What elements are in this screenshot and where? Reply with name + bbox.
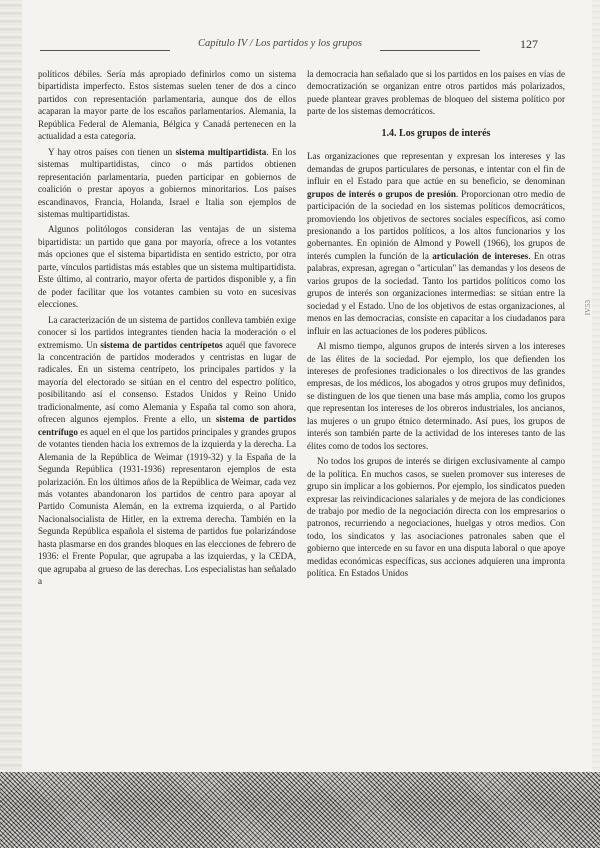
- paragraph: [307, 455, 565, 580]
- left-column: [38, 68, 296, 591]
- running-head: Capítulo IV / Los partidos y los grupos: [197, 38, 363, 49]
- paragraph-text: . En los sistemas multipartidistas, cinco o más partidos obtienen representación parlamentaria, pueden participar en gobiernos de coalición o prestar apoyos a gobiernos minoritarios. Los países escandinavos, Francia, Holanda, Israel e Italia son ejemplos de sistemas multipartidistas.: [38, 146, 296, 219]
- paragraph: [38, 223, 296, 310]
- page-number: 127: [520, 37, 538, 51]
- key-term: articulación de intereses: [432, 250, 529, 261]
- paragraph-text: es aquel en el que los partidos principales y grandes grupos de votantes tienden hacia los extremos de la izquierda y la derecha. La Alemania de la República de Weimar (1919-32) y la España de la Segunda República (1931-1936) representaron ejemplos de esta polarización. En los últimos años de la República de Weimar, cada vez más votantes abandonaron los partidos de centro para apoyar al Partido Comunista Alemán, en la extrema izquierda, o al Partido Nacionalsocialista de Hitler, en la extrema derecha. También en la Segunda República española el sistema de partidos fue polarizándose hasta plasmarse en dos grandes bloques en las elecciones de febrero de 1936: el Frente Popular, que agrupaba a las izquierdas, y la CEDA, que agrupaba al grueso de las derechas. Los especialistas han señalado a: [38, 426, 296, 587]
- paragraph-text: Las organizaciones que representan y expresan los intereses y las demandas de grupos particulares de personas, e intentar con el fin de influir en el Estado para que actúe en su beneficio, se denominan: [307, 151, 565, 187]
- paragraph: [307, 150, 565, 337]
- paragraph-text: No todos los grupos de interés se dirigen exclusivamente al campo de la política. En muchos casos, se suelen promover sus intereses de grupo sin implicar a los gobiernos. Por ejemplo, los sindicatos pueden expresar las reivindicaciones salariales y de mejora de las condiciones de trabajo por medio de la negociación directa con los empresarios o patronos, recurriendo a negociaciones, huelgas y otros medios. Con todo, los sindicatos y las asociaciones patronales saben que el gobierno que intercede en su favor en una disputa laboral o que apoye medidas económicas específicas, sus acciones adquieren una impronta política. En Estados Unidos: [307, 456, 565, 579]
- paragraph: [38, 68, 296, 143]
- paragraph: [38, 146, 296, 221]
- header-rule-left: [40, 50, 170, 51]
- scan-noise-bottom: [0, 772, 600, 848]
- scan-edge-right: [592, 0, 600, 848]
- key-term: sistema de partidos centrífugo: [38, 414, 296, 437]
- key-term: sistema de partidos centrípetos: [100, 339, 223, 350]
- margin-note: IV.53: [584, 300, 592, 316]
- section-heading: 1.4. Los grupos de interés: [381, 127, 491, 139]
- paragraph-text: políticos débiles. Sería más apropiado definirlos como un sistema bipartidista imperfecto. Estos sistemas suelen tener de dos a cinco partidos con representación parlamentaria, aunque dos de ellos acaparan la mayor parte de los escaños parlamentarios. Alemania, la República Federal de Alemania, Bélgica y Canadá pertenecen en la actualidad a esta categoría.: [38, 69, 296, 142]
- paragraph-text: aquél que favorece la concentración de partidos moderados y centristas en lugar de radicales. En un sistema centrípeto, los principales partidos y la mayoría del electorado se sitúan en el centro del espectro político, posibilitando así el consenso. Estados Unidos y Reino Unido tradicionalmente, así como Alemania y España tal como son ahora, ofrecen algunos ejemplos. Frente a ello, un: [38, 339, 296, 425]
- paragraph: [38, 314, 296, 588]
- paragraph-text: Al mismo tiempo, algunos grupos de interés sirven a los intereses de las élites de la sociedad. Por ejemplo, los que defienden los intereses de profesiones tradicionales o los directivos de las grandes empresas, de los médicos, los abogados y otros grupos muy definidos, se distinguen de los que tienen una base más amplia, como los grupos que representan los intereses de los obreros industriales, los ancianos, las mujeres o un grupo étnico determinado. Así pues, los grupos de interés son también parte de la actividad de los intereses tanto de las élites como de todos los sectores.: [307, 341, 565, 451]
- right-column: [307, 68, 565, 583]
- paragraph: [307, 68, 565, 118]
- paragraph-text: La caracterización de un sistema de partidos conlleva también exige conocer si los partidos integrantes tienden hacia la moderación o el extremismo. Un: [38, 314, 296, 350]
- key-term: sistema multipartidista: [175, 146, 267, 157]
- header-rule-right: [380, 50, 480, 51]
- paragraph: [307, 340, 565, 452]
- paragraph-text: la democracia han señalado que si los partidos en los países en vías de democratización se organizan entre otros partidos más polarizados, puede plantear graves problemas de bloqueo del sistema político por parte de los sistemas democráticos.: [307, 69, 565, 117]
- paragraph-text: . En otras palabras, expresan, agregan o "articulan" las demandas y los deseos de varios grupos de la sociedad. Tanto los partidos políticos como los grupos de interés son organizaciones intermedias: se sitúan entre la sociedad y el Estado. Uno de los objetivos de estas organizaciones, al menos en las democracias, consiste en capacitar a los ciudadanos para influir en las actuaciones de los poderes públicos.: [307, 250, 565, 336]
- paragraph-text: . Proporcionan otro medio de participación de la sociedad en los sistemas políticos democráticos, promoviendo los objetivos de sectores sociales específicos, así como presionando a los partidos políticos, a los altos funcionarios y los gobernantes. En opinión de Almond y Powell (1966), los grupos de interés cumplen la función de la: [307, 188, 565, 261]
- paragraph-text: Algunos politólogos consideran las ventajas de un sistema bipartidista: un partido que gana por mayoría, ofrece a los votantes más opciones que el sistema bipartidista en sentido estricto, por otra parte, vínculos partidistas más estables que un sistema multipartidista. Este último, al contrario, mayor oferta de partidos disponible y, a fin de poder facilitar que los votantes cambien su voto en sucesivas elecciones.: [38, 224, 296, 310]
- key-term: grupos de interés o grupos de presión: [307, 188, 456, 199]
- paragraph-text: Y hay otros países con tienen un: [48, 146, 176, 157]
- scan-edge-left: [0, 0, 22, 848]
